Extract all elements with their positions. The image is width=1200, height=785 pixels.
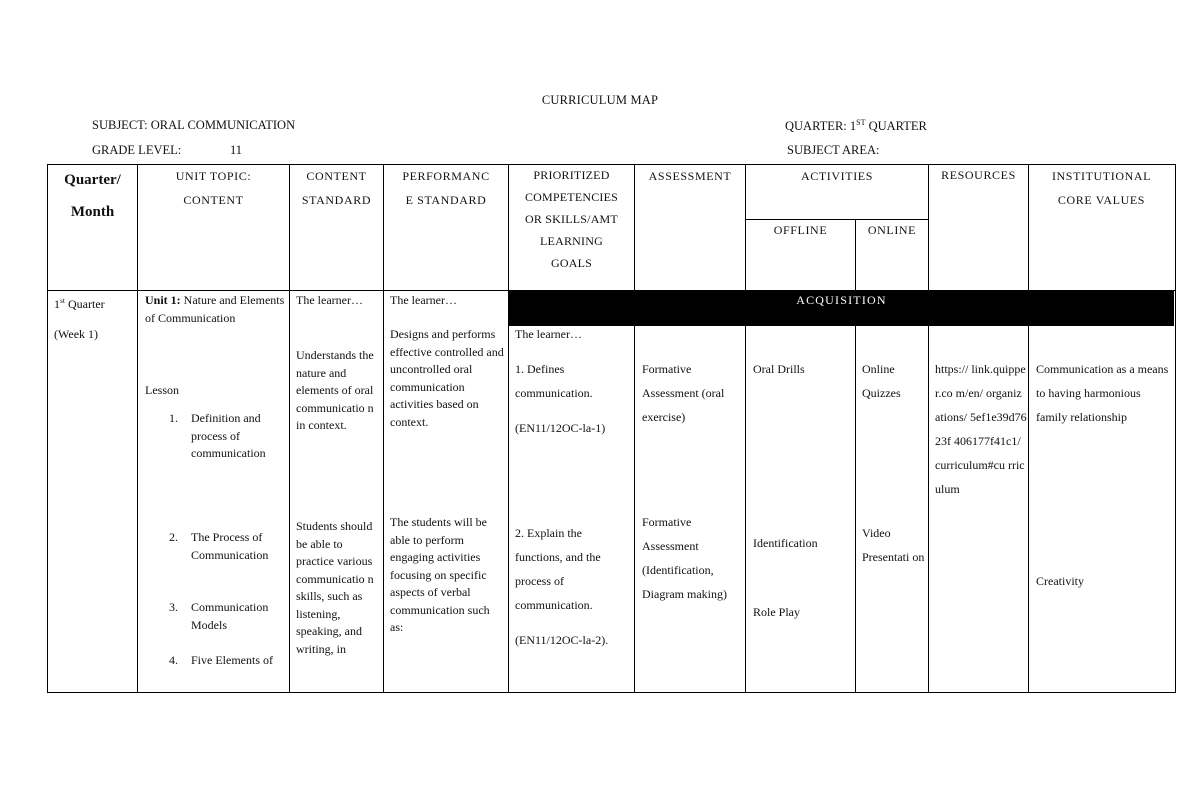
header-performance-standard: PERFORMANC E STANDARD <box>402 169 490 207</box>
column-divider <box>634 164 635 692</box>
resource-link[interactable]: https:// link.quipper.co m/en/ organizations/ 5ef1e39d7623f 406177f41c1/ curriculum#cu rriculum <box>935 362 1027 496</box>
performance-standard-text: The students will be able to perform engaging activities focusing on specific aspects of verbal communication such as: <box>390 515 490 634</box>
performance-standard-text: Designs and performs effective controlled and uncontrolled oral communication activities based on context. <box>390 327 504 429</box>
header-resources: RESOURCES <box>941 168 1016 182</box>
column-divider <box>1028 164 1029 692</box>
grade-level-label: GRADE LEVEL: <box>92 143 182 157</box>
core-value: Communication as a means to having harmonious family relationship <box>1036 362 1169 424</box>
grade-level-value: 11 <box>230 143 243 157</box>
header-offline: OFFLINE <box>773 223 828 237</box>
header-assessment: ASSESSMENT <box>648 169 732 183</box>
subject-area-label: SUBJECT AREA: <box>787 143 880 157</box>
header-quarter-month: Quarter/ Month <box>64 172 121 220</box>
competency-intro: The learner… <box>515 327 582 341</box>
lesson-label: Lesson <box>145 383 179 397</box>
online-activity: Online Quizzes <box>862 362 901 400</box>
online-activity: Video Presentati on <box>862 526 925 564</box>
competency-item: 1. Defines communication. <box>515 362 593 400</box>
header-core-values: INSTITUTIONAL CORE VALUES <box>1051 169 1152 207</box>
core-value: Creativity <box>1036 574 1084 588</box>
week-value: (Week 1) <box>54 327 99 341</box>
content-standard-text: Understands the nature and elements of oral communicatio n in context. <box>296 348 374 432</box>
header-activities: ACTIVITIES <box>801 169 873 183</box>
content-standard-text: Students should be able to practice various communicatio n skills, such as listening, speaking, and writing, in <box>296 519 374 656</box>
quarter-label: QUARTER: 1ST QUARTER <box>785 118 927 134</box>
column-divider <box>383 164 384 692</box>
column-divider <box>137 164 138 692</box>
lesson-item: 4. Five Elements of <box>169 653 273 667</box>
column-divider <box>928 164 929 692</box>
performance-standard-intro: The learner… <box>390 293 457 307</box>
quarter-value: 1st Quarter <box>54 296 105 311</box>
offline-activity: Identification <box>753 536 818 550</box>
document-title: CURRICULUM MAP <box>541 93 659 107</box>
unit-title: Unit 1: Nature and Elements of Communication <box>145 293 285 325</box>
offline-activity: Oral Drills <box>753 362 805 376</box>
header-online: ONLINE <box>867 223 917 237</box>
column-divider <box>745 164 746 692</box>
content-standard-intro: The learner… <box>296 293 363 307</box>
header-prioritized-competencies: PRIORITIZED COMPETENCIES OR SKILLS/AMT LEARNING GOALS <box>524 168 619 270</box>
lesson-item: 1. Definition and process of communication <box>169 411 266 460</box>
header-unit-topic: UNIT TOPIC: CONTENT <box>175 169 252 207</box>
lesson-item: 3. Communication Models <box>169 600 269 632</box>
competency-code: (EN11/12OC-la-1) <box>515 421 606 435</box>
competency-code: (EN11/12OC-la-2). <box>515 633 609 647</box>
offline-activity: Role Play <box>753 605 800 619</box>
competency-item: 2. Explain the functions, and the process of communication. <box>515 526 601 612</box>
acquisition-label: ACQUISITION <box>796 293 887 307</box>
assessment-item: Formative Assessment (oral exercise) <box>642 362 725 424</box>
assessment-item: Formative Assessment (Identification, Diagram making) <box>642 515 727 601</box>
header-content-standard: CONTENT STANDARD <box>301 169 372 207</box>
lesson-item: 2. The Process of Communication <box>169 530 269 562</box>
column-divider <box>289 164 290 692</box>
subject-label: SUBJECT: ORAL COMMUNICATION <box>92 118 296 132</box>
